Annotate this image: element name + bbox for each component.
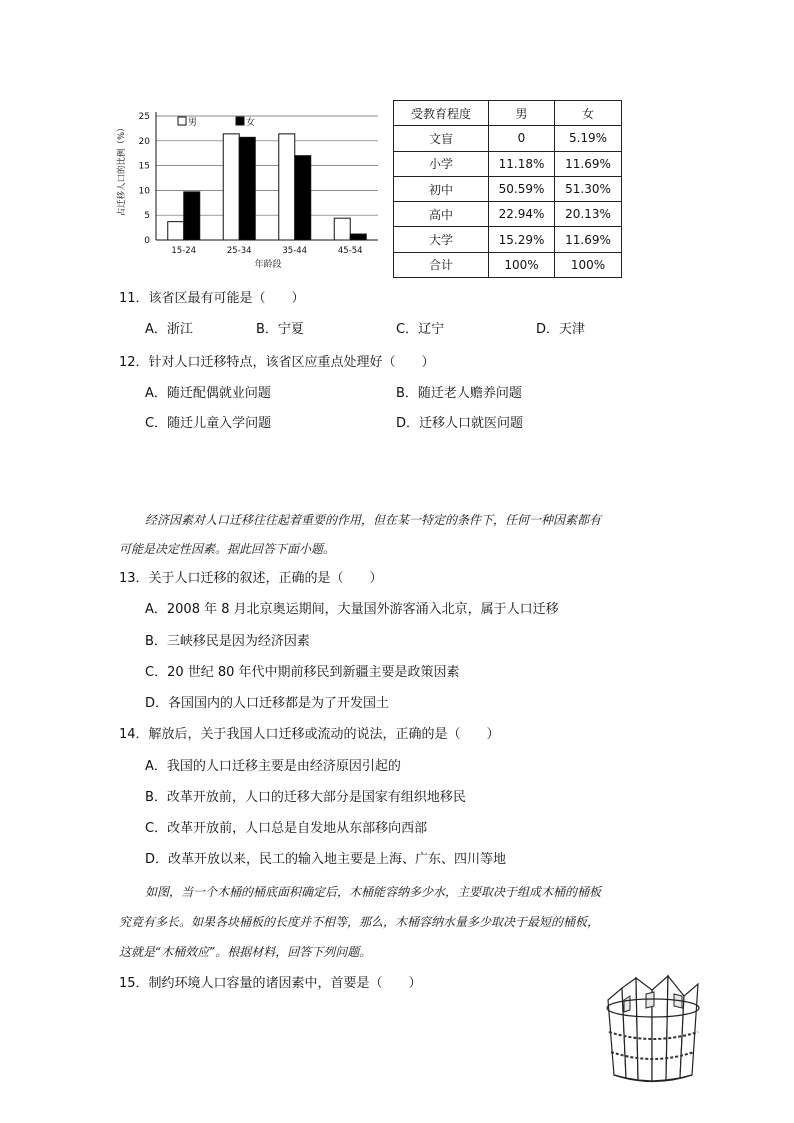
bar [334,218,350,240]
y-tick-label: 10 [138,186,150,197]
q12-option-a: A．随迁配偶就业问题 [145,386,271,401]
table-header: 受教育程度 [394,101,489,126]
passage-1-line-1: 经济因素对人口迁移往往起着重要的作用，但在某一特定的条件下，任何一种因素都有 [145,513,602,527]
q11-option-a: A．浙江 [145,322,193,337]
q11-option-b: B．宁夏 [256,322,304,337]
bar [350,234,366,240]
bar [239,137,255,240]
table-row [394,202,622,227]
table-cell: 51.30% [555,176,622,201]
y-axis-label: 占迁移人口的比例（%） [117,123,127,217]
table-cell: 20.13% [555,202,622,227]
chart-bars [168,134,367,240]
q13-option-b: B．三峡移民是因为经济因素 [145,634,310,649]
q14-option-a: A．我国的人口迁移主要是由经济原因引起的 [145,759,401,774]
x-tick-label: 45-54 [337,246,363,256]
bar [295,156,311,240]
question-12-stem: 12．针对人口迁移特点，该省区应重点处理好（ ） [119,355,435,370]
question-11-stem: 11．该省区最有可能是（ ） [119,291,305,306]
q14-option-d: D．改革开放以来，民工的输入地主要是上海、广东、四川等地 [145,852,507,867]
table-cell: 50.59% [489,176,555,201]
table-cell: 11.69% [555,151,622,176]
table-cell: 11.18% [489,151,555,176]
q12-option-d: D．迁移人口就医问题 [396,416,524,431]
x-axis-label: 年龄段 [254,260,282,270]
y-tick-label: 5 [144,211,150,222]
x-tick-label: 15-24 [171,246,197,256]
table-cell: 高中 [394,202,489,227]
passage-2-line-1: 如图，当一个木桶的桶底面积确定后，木桶能容纳多少水，主要取决于组成木桶的桶板 [145,885,602,899]
q11-option-c: C．辽宁 [396,322,445,337]
bar [279,134,295,240]
x-tick-label: 25-34 [226,246,252,256]
table-row [394,227,622,252]
table-cell: 初中 [394,176,489,201]
table-cell: 大学 [394,227,489,252]
y-tick-label: 20 [138,136,150,147]
table-cell: 11.69% [555,227,622,252]
bar [223,134,239,240]
table-row [394,252,622,277]
y-tick-label: 0 [144,236,150,246]
q14-option-c: C．改革开放前，人口总是自发地从东部移向西部 [145,821,428,836]
y-tick-label: 15 [138,161,150,172]
q12-option-c: C．随迁儿童入学问题 [145,416,272,431]
chart-legend [178,116,255,128]
q11-option-d: D．天津 [536,322,586,337]
table-cell: 0 [489,126,555,151]
question-14-stem: 14．解放后，关于我国人口迁移或流动的说法，正确的是（ ） [119,727,500,742]
y-tick-labels [139,112,151,246]
legend-label: 女 [246,118,256,128]
table-header: 男 [489,101,555,126]
legend-swatch [236,117,244,125]
passage-2-line-2: 究竟有多长。如果各块桶板的长度并不相等，那么，木桶容纳水量多少取决于最短的桶板， [119,915,600,929]
table-row [394,126,622,151]
table-cell: 15.29% [489,227,555,252]
x-tick-labels [171,246,362,256]
wooden-bucket-illustration [594,970,714,1085]
table-cell: 5.19% [555,126,622,151]
table-cell: 小学 [394,151,489,176]
q12-option-b: B．随迁老人赡养问题 [396,386,522,401]
x-tick-label: 35-44 [282,246,308,256]
q14-option-b: B．改革开放前，人口的迁移大部分是国家有组织地移民 [145,790,466,805]
question-13-stem: 13．关于人口迁移的叙述，正确的是（ ） [119,571,383,586]
table-cell: 22.94% [489,202,555,227]
passage-1-line-2: 可能是决定性因素。据此回答下面小题。 [119,542,336,556]
legend-label: 男 [188,118,198,128]
table-cell: 100% [555,252,622,277]
bar [168,222,184,240]
question-15-stem: 15．制约环境人口容量的诸因素中，首要是（ ） [119,976,422,991]
legend-swatch [178,117,186,125]
migration-age-bar-chart [108,102,388,274]
table-row [394,151,622,176]
table-row [394,176,622,201]
education-level-table [393,100,622,278]
table-header: 女 [555,101,622,126]
table-cell: 合计 [394,252,489,277]
y-tick-label: 25 [138,112,150,122]
q13-option-d: D．各国国内的人口迁移都是为了开发国土 [145,696,390,711]
bar [184,192,200,240]
passage-2-line-3: 这就是“木桶效应”。根据材料，回答下列问题。 [119,945,372,959]
table-cell: 文盲 [394,126,489,151]
table-cell: 100% [489,252,555,277]
q13-option-a: A．2008 年 8 月北京奥运期间，大量国外游客涌入北京，属于人口迁移 [145,602,559,617]
q13-option-c: C．20 世纪 80 年代中期前移民到新疆主要是政策因素 [145,665,460,680]
table-header-row [394,101,622,126]
